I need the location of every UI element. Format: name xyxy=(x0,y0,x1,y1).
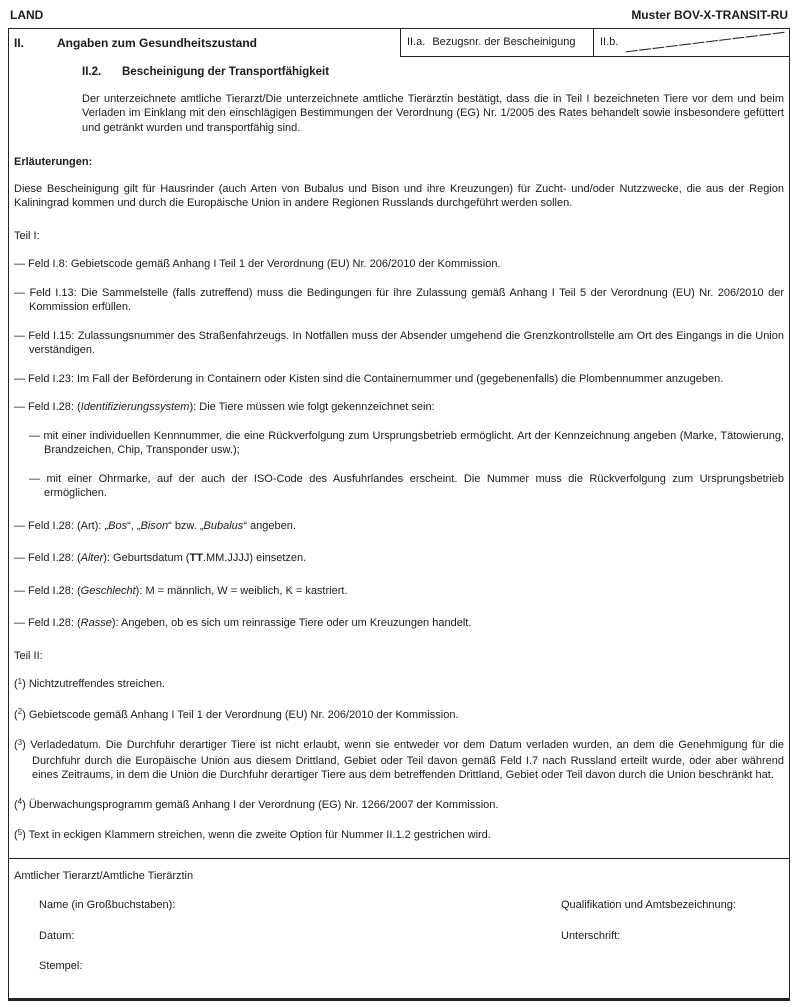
empty-cell xyxy=(561,959,784,974)
qualification-field-label: Qualifikation und Amtsbezeichnung: xyxy=(561,899,736,911)
note-subitem-ohrmarke: — mit einer Ohrmarke, auf der auch der ISO-Code des Ausfuhrlandes erscheint. Die Nummer muss die Rückverfolgung zum Ursprungsbetrieb ermöglichen. xyxy=(29,472,784,499)
official-veterinarian-section xyxy=(9,858,789,999)
footnote-4: ($^4$) Überwachungsprogramm gemäß Anhang I der Verordnung (EG) Nr. 1266/2007 der Kommission. xyxy=(14,797,499,811)
note-subitem-kennnummer: — mit einer individuellen Kennnummer, die eine Rückverfolgung zum Ursprungsbetrieb ermöglicht. Art der Kennzeichnung angeben (Marke, Tätowierung, Brandzeichen, Chip, Transponder usw.); xyxy=(29,429,784,456)
diagonal-strike-line xyxy=(594,29,789,56)
note-item-field-i15: — Feld I.15: Zulassungsnummer des Straßenfahrzeugs. In Notfällen muss der Absender umgehend die Grenzkontrollstelle am Ort des Eingangs in die Union verständigen. xyxy=(14,329,784,356)
model-reference-label: Muster BOV-X-TRANSIT-RU xyxy=(631,8,788,22)
certification-heading xyxy=(82,65,784,80)
note-item-field-i28-art: — Feld I.28: (Art): „Bos“, „Bison“ bzw. „Bubalus“ angeben. xyxy=(14,519,296,532)
note-item-field-i13: — Feld I.13: Die Sammelstelle (falls zutreffend) muss die Bedingungen für ihre Zulassung gemäß Anhang I Teil 5 der Verordnung (EU) Nr. 206/2010 der Kommission erfüllen. xyxy=(14,286,784,313)
notes-heading: Erläuterungen: xyxy=(14,156,93,168)
page-header xyxy=(0,0,797,28)
note-item-field-i23: — Feld I.23: Im Fall der Beförderung in Containern oder Kisten sind die Containernummer und (gegebenenfalls) die Plombennummer anzugeben. xyxy=(14,372,724,385)
form-header-row xyxy=(9,29,789,57)
reference-number-cell xyxy=(400,29,593,57)
section-title: Angaben zum Gesundheitszustand xyxy=(57,36,258,50)
cell-iib-label: II.b. xyxy=(600,36,619,48)
cell-iib xyxy=(593,29,789,57)
footnote-1: ($^1$) Nichtzutreffendes streichen. xyxy=(14,676,165,690)
officer-row-stamp xyxy=(14,959,784,974)
stamp-field-label: Stempel: xyxy=(39,960,83,972)
footnote-2: ($^2$) Gebietscode gemäß Anhang I Teil 1 der Verordnung (EU) Nr. 206/2010 der Kommission. xyxy=(14,707,459,721)
footnote-5: ($^5$) Text in eckigen Klammern streichen, wenn die zweite Option für Nummer II.1.2 gestrichen wird. xyxy=(14,827,491,841)
certification-title: Bescheinigung der Transportfähigkeit xyxy=(122,66,330,78)
part1-heading: Teil I: xyxy=(14,229,40,242)
section-number: II. xyxy=(14,36,25,50)
cell-iia-number: II.a. xyxy=(407,36,426,48)
certification-number: II.2. xyxy=(82,66,102,78)
part2-heading: Teil II: xyxy=(14,649,43,662)
note-item-field-i8: — Feld I.8: Gebietscode gemäß Anhang I Teil 1 der Verordnung (EU) Nr. 206/2010 der Kommission. xyxy=(14,258,501,270)
section-ii-header xyxy=(9,29,400,57)
officer-heading: Amtlicher Tierarzt/Amtliche Tierärztin xyxy=(14,869,194,882)
signature-field-label: Unterschrift: xyxy=(561,929,621,942)
certificate-form xyxy=(8,28,790,1001)
cell-iia-label: Bezugsnr. der Bescheinigung xyxy=(432,36,576,48)
certification-statement: Der unterzeichnete amtliche Tierarzt/Die unterzeichnete amtliche Tierärztin bestätigt, dass die in Teil I bezeichneten Tiere vor dem und beim Verladen im Einklang mit den einschlägigen Bestimmungen der Verordnung (EG) Nr. 1/2005 des Rates behandelt sowie insbesondere gefüttert und getränkt wurden und transportfähig sind. xyxy=(82,92,784,134)
footnote-3: ($^3$) Verladedatum. Die Durchfuhr derartiger Tiere ist nicht erlaubt, wenn sie entweder vor dem Datum verladen wurden, an dem die Genehmigung für die Durchfuhr durch die Europäische Union aus diesem Drittland, Gebiet oder Teil davon gemäß Feld I.7 nach Russland erteilt wurde, oder aber während eines Zeitraums, in dem die Union die Durchfuhr derartiger Tiere aus dem betreffenden Drittland, Gebiet oder Teil davon durch die Union beschränkt hat. xyxy=(14,737,784,781)
notes-intro: Diese Bescheinigung gilt für Hausrinder (auch Arten von Bubalus und Bison und ihre Kreuzungen) für Zucht- und/oder Nutzzwecke, die aus der Region Kaliningrad kommen und durch die Europäische Union in andere Regionen Russlands durchgeführt werden sollen. xyxy=(14,182,784,209)
note-item-field-i28-rasse: — Feld I.28: (Rasse): Angeben, ob es sich um reinrassige Tiere oder um Kreuzungen handelt. xyxy=(14,617,472,629)
name-field-label: Name (in Großbuchstaben): xyxy=(39,899,176,911)
note-item-field-i28-alter: — Feld I.28: (Alter): Geburtsdatum (TT.MM.JJJJ) einsetzen. xyxy=(14,552,307,564)
note-item-field-i28-geschlecht: — Feld I.28: (Geschlecht): M = männlich, W = weiblich, K = kastriert. xyxy=(14,584,348,597)
officer-row-date xyxy=(14,929,784,944)
country-label: LAND xyxy=(10,8,44,22)
date-field-label: Datum: xyxy=(39,929,75,942)
form-body xyxy=(9,57,789,844)
note-item-field-i28-id: — Feld I.28: (Identifizierungssystem): Die Tiere müssen wie folgt gekennzeichnet sein: xyxy=(14,401,435,413)
officer-row-name xyxy=(14,898,784,913)
